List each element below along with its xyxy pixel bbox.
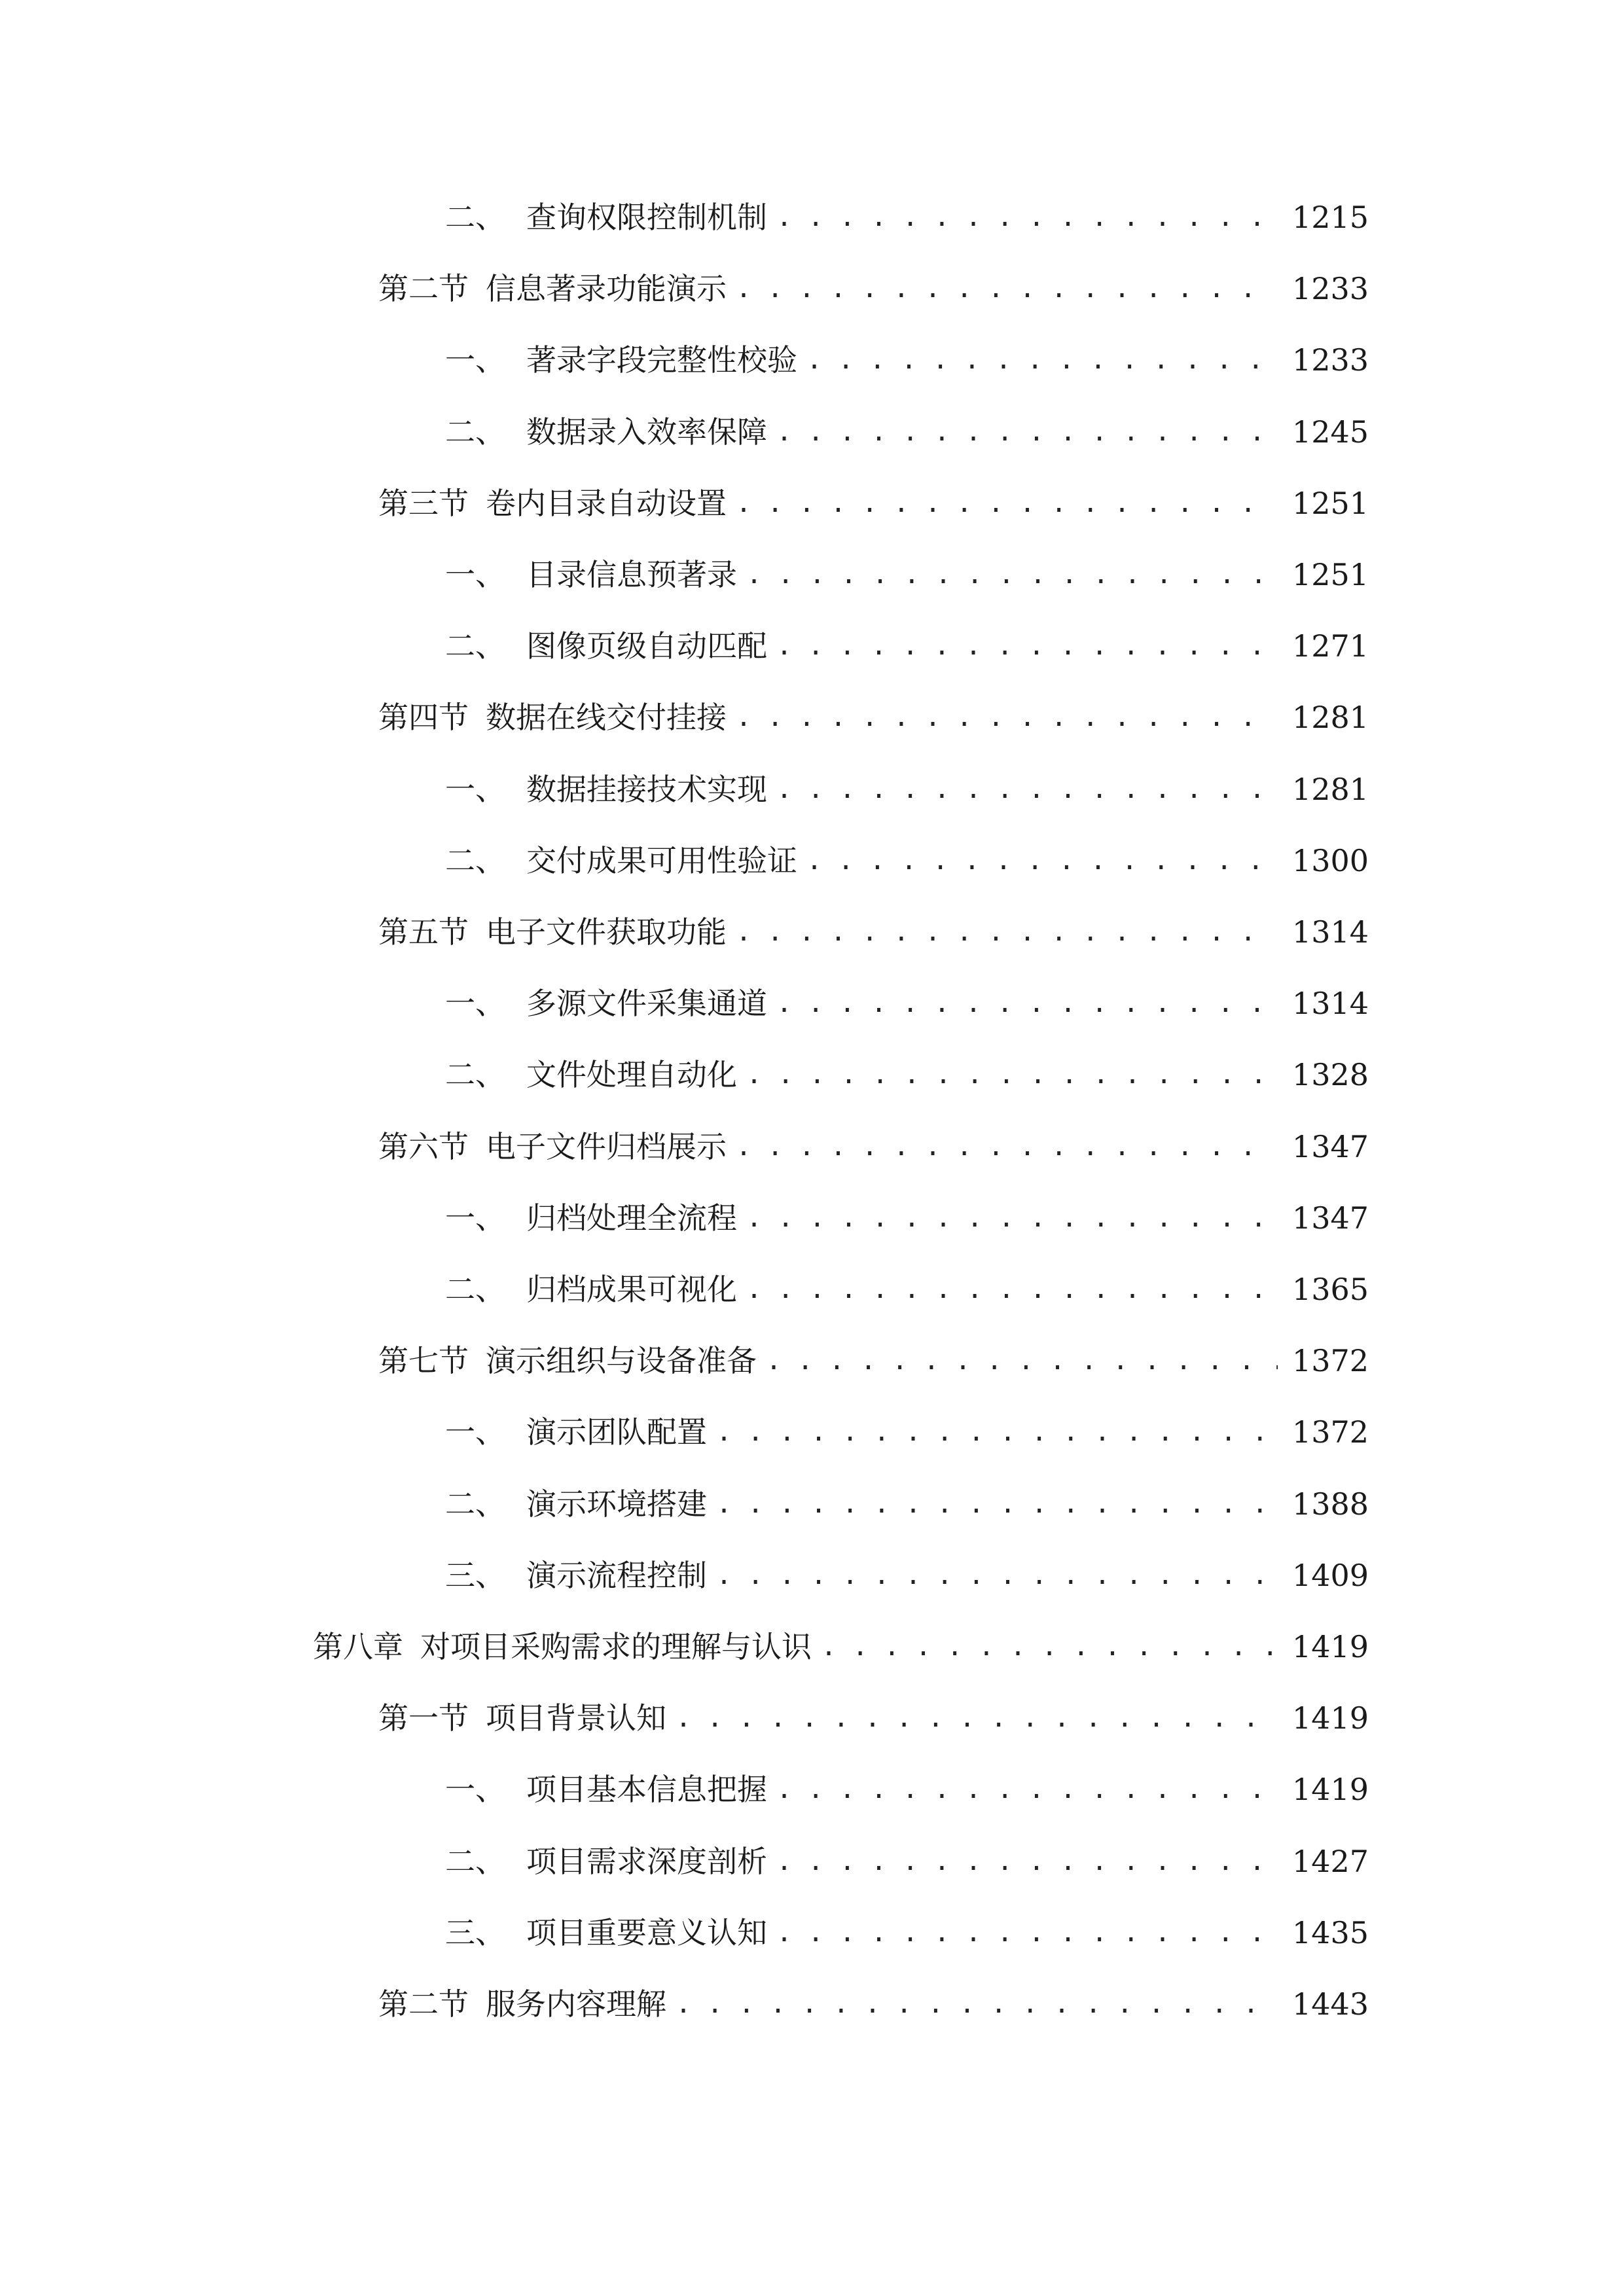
toc-entry-number: 一、 (445, 342, 505, 378)
toc-dot-leader (776, 980, 1278, 1026)
toc-entry-page-number: 1245 (1291, 414, 1369, 450)
toc-dot-leader (746, 1266, 1278, 1312)
toc-entry-number: 二、 (445, 628, 505, 664)
toc-entry-page-number: 1328 (1291, 1057, 1369, 1093)
toc-entry-title: 项目基本信息把握 (526, 1772, 767, 1808)
toc-entry-number: 二、 (445, 414, 505, 450)
toc-entry-page-number: 1314 (1291, 914, 1369, 950)
toc-entry-title: 卷内目录自动设置 (486, 485, 727, 521)
toc-entry-number: 第八章 (313, 1629, 403, 1664)
toc-entry-page-number: 1281 (1291, 700, 1369, 736)
toc-entry-title: 服务内容理解 (486, 1986, 666, 2022)
toc-entry-title: 查询权限控制机制 (526, 200, 767, 235)
toc-entry-number: 二、 (445, 1272, 505, 1307)
toc-entry-page-number: 1427 (1291, 1843, 1369, 1879)
toc-dot-leader (766, 1338, 1278, 1384)
toc-dot-leader (746, 552, 1278, 598)
toc-entry[interactable] (445, 838, 1369, 884)
toc-entry-number: 第一节 (378, 1700, 469, 1736)
toc-dot-leader (716, 1481, 1278, 1527)
toc-entry-number: 第四节 (378, 700, 469, 736)
toc-entry[interactable] (378, 909, 1369, 955)
toc-entry-number: 第二节 (378, 1986, 469, 2022)
toc-entry[interactable] (445, 980, 1369, 1026)
toc-dot-leader (716, 1409, 1278, 1455)
toc-entry-number: 三、 (445, 1557, 505, 1593)
toc-entry-page-number: 1443 (1291, 1986, 1369, 2022)
toc-entry-page-number: 1435 (1291, 1914, 1369, 1950)
toc-entry-title: 文件处理自动化 (526, 1057, 737, 1093)
toc-entry-page-number: 1314 (1291, 986, 1369, 1022)
toc-entry[interactable] (445, 623, 1369, 669)
toc-entry-page-number: 1347 (1291, 1200, 1369, 1236)
toc-entry[interactable] (445, 1195, 1369, 1241)
toc-entry[interactable] (445, 552, 1369, 598)
toc-entry-page-number: 1372 (1291, 1343, 1369, 1379)
toc-entry-number: 第三节 (378, 485, 469, 521)
toc-entry-page-number: 1419 (1291, 1772, 1369, 1808)
toc-entry-number: 一、 (445, 1414, 505, 1450)
toc-dot-leader (736, 694, 1278, 740)
toc-entry-number: 三、 (445, 1914, 505, 1950)
toc-dot-leader (716, 1552, 1278, 1598)
toc-entry-number: 二、 (445, 1057, 505, 1093)
toc-entry-title: 演示流程控制 (526, 1557, 707, 1593)
toc-entry-title: 交付成果可用性验证 (526, 842, 797, 878)
toc-entry[interactable] (445, 1266, 1369, 1312)
toc-entry[interactable] (445, 1767, 1369, 1812)
toc-dot-leader (776, 1910, 1278, 1956)
toc-dot-leader (746, 1052, 1278, 1098)
toc-entry[interactable] (378, 1338, 1369, 1384)
toc-entry[interactable] (378, 1695, 1369, 1741)
toc-entry-title: 归档处理全流程 (526, 1200, 737, 1236)
toc-entry-title: 图像页级自动匹配 (526, 628, 767, 664)
toc-dot-leader (806, 337, 1278, 383)
toc-dot-leader (776, 409, 1278, 455)
toc-entry-title: 著录字段完整性校验 (526, 342, 797, 378)
toc-entry-page-number: 1409 (1291, 1557, 1369, 1593)
toc-entry-number: 第二节 (378, 271, 469, 307)
toc-entry-page-number: 1372 (1291, 1414, 1369, 1450)
toc-dot-leader (821, 1624, 1278, 1670)
toc-entry[interactable] (378, 1981, 1369, 2027)
toc-dot-leader (776, 1767, 1278, 1812)
toc-entry-title: 对项目采购需求的理解与认识 (420, 1629, 812, 1664)
toc-entry-title: 数据挂接技术实现 (526, 771, 767, 807)
toc-entry-page-number: 1233 (1291, 342, 1369, 378)
toc-entry-number: 二、 (445, 200, 505, 235)
toc-entry-page-number: 1281 (1291, 771, 1369, 807)
toc-dot-leader (776, 766, 1278, 812)
toc-dot-leader (776, 623, 1278, 669)
toc-entry-number: 第五节 (378, 914, 469, 950)
toc-entry-title: 电子文件归档展示 (486, 1128, 727, 1164)
toc-entry-page-number: 1419 (1291, 1629, 1369, 1664)
toc-dot-leader (806, 838, 1278, 884)
toc-entry[interactable] (445, 1052, 1369, 1098)
toc-entry-title: 演示组织与设备准备 (486, 1343, 757, 1379)
toc-entry-title: 项目背景认知 (486, 1700, 666, 1736)
toc-entry-page-number: 1251 (1291, 557, 1369, 592)
toc-dot-leader (736, 266, 1278, 312)
toc-entry-page-number: 1365 (1291, 1272, 1369, 1307)
toc-entry-page-number: 1215 (1291, 200, 1369, 235)
toc-dot-leader (736, 909, 1278, 955)
toc-entry-page-number: 1300 (1291, 842, 1369, 878)
toc-entry-number: 二、 (445, 1843, 505, 1879)
toc-entry-title: 目录信息预著录 (526, 557, 737, 592)
toc-entry[interactable] (378, 1124, 1369, 1170)
toc-entry-title: 项目重要意义认知 (526, 1914, 767, 1950)
toc-entry[interactable] (445, 409, 1369, 455)
toc-entry[interactable] (445, 1910, 1369, 1956)
toc-dot-leader (736, 480, 1278, 526)
toc-entry-number: 二、 (445, 842, 505, 878)
toc-entry[interactable] (378, 266, 1369, 312)
toc-entry[interactable] (445, 1552, 1369, 1598)
toc-entry-title: 项目需求深度剖析 (526, 1843, 767, 1879)
toc-dot-leader (676, 1695, 1278, 1741)
toc-dot-leader (776, 1839, 1278, 1884)
toc-entry-number: 第七节 (378, 1343, 469, 1379)
toc-dot-leader (676, 1981, 1278, 2027)
toc-entry-number: 一、 (445, 1772, 505, 1808)
toc-dot-leader (776, 194, 1278, 240)
toc-entry-page-number: 1419 (1291, 1700, 1369, 1736)
toc-entry-page-number: 1251 (1291, 485, 1369, 521)
toc-entry[interactable] (445, 1839, 1369, 1884)
toc-entry[interactable] (445, 194, 1369, 240)
toc-entry-title: 信息著录功能演示 (486, 271, 727, 307)
toc-entry[interactable] (313, 1624, 1369, 1670)
toc-entry-title: 多源文件采集通道 (526, 986, 767, 1022)
toc-entry-title: 归档成果可视化 (526, 1272, 737, 1307)
toc-entry-number: 一、 (445, 1200, 505, 1236)
toc-entry-number: 第六节 (378, 1128, 469, 1164)
toc-entry-title: 演示团队配置 (526, 1414, 707, 1450)
toc-entry-number: 一、 (445, 771, 505, 807)
toc-entry-page-number: 1347 (1291, 1128, 1369, 1164)
toc-entry[interactable] (445, 1409, 1369, 1455)
toc-entry-page-number: 1388 (1291, 1486, 1369, 1522)
toc-entry[interactable] (378, 480, 1369, 526)
toc-entry-page-number: 1271 (1291, 628, 1369, 664)
toc-entry-title: 电子文件获取功能 (486, 914, 727, 950)
toc-entry[interactable] (445, 1481, 1369, 1527)
toc-entry[interactable] (378, 694, 1369, 740)
toc-dot-leader (736, 1124, 1278, 1170)
toc-entry[interactable] (445, 766, 1369, 812)
toc-entry-page-number: 1233 (1291, 271, 1369, 307)
toc-entry-title: 数据录入效率保障 (526, 414, 767, 450)
toc-entry-title: 演示环境搭建 (526, 1486, 707, 1522)
toc-entry-title: 数据在线交付挂接 (486, 700, 727, 736)
toc-entry-number: 二、 (445, 1486, 505, 1522)
toc-dot-leader (746, 1195, 1278, 1241)
toc-entry-number: 一、 (445, 986, 505, 1022)
toc-entry[interactable] (445, 337, 1369, 383)
toc-entry-number: 一、 (445, 557, 505, 592)
